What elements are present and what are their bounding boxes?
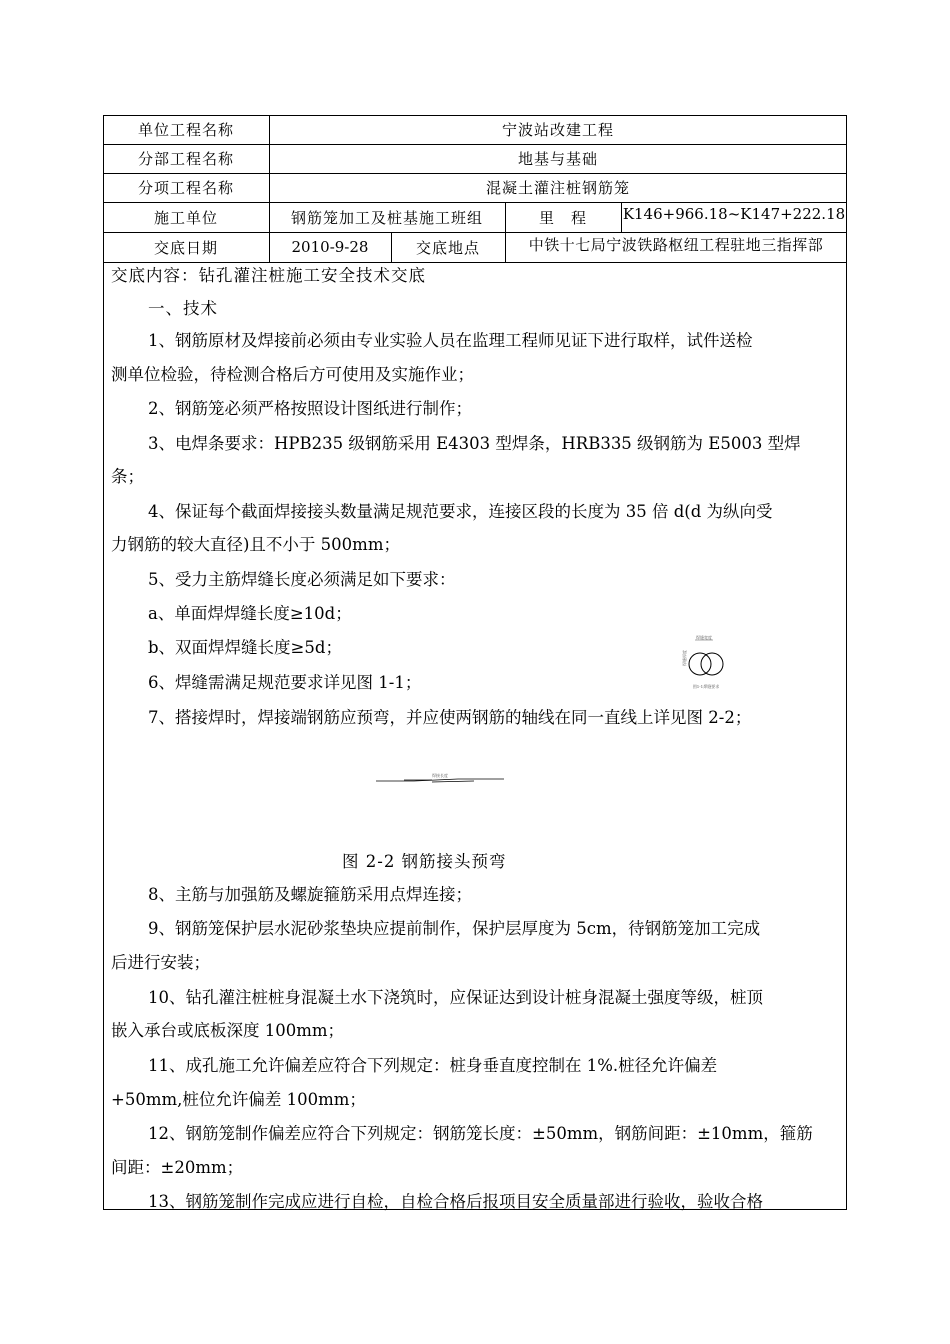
- unit-project-value: 宁波站改建工程: [501, 121, 614, 139]
- content-title: 交底内容：钻孔灌注桩施工安全技术交底: [111, 266, 426, 285]
- content-line: 11、成孔施工允许偏差应符合下列规定：桩身垂直度控制在 1%.桩径允许偏差: [148, 1056, 718, 1075]
- content-line: 4、保证每个截面焊接接头数量满足规范要求，连接区段的长度为 35 倍 d(d 为纵向受: [148, 502, 773, 521]
- rebar-prebend-figure: [374, 773, 506, 787]
- division-project-label: 分部工程名称: [137, 150, 234, 168]
- mileage-label: 里 程: [538, 208, 587, 227]
- handover-date-value: 2010-9-28: [291, 238, 369, 256]
- content-line: 测单位检验，待检测合格后方可使用及实施作业；: [111, 365, 474, 384]
- content-line: 6、焊缝需满足规范要求详见图 1-1；: [148, 673, 422, 692]
- content-line: 条；: [111, 467, 144, 486]
- figure-label: 焊接长度: [432, 773, 448, 778]
- mileage-value: K146+966.18~K147+222.18: [622, 205, 846, 223]
- figure-label: 焊缝厚度: [682, 650, 687, 666]
- content-line: 13、钢筋笼制作完成应进行自检，自检合格后报项目安全质量部进行验收，验收合格: [148, 1192, 763, 1211]
- content-line: a、单面焊焊缝长度≥10d；: [148, 604, 352, 623]
- figure-caption: 图 2-2 钢筋接头预弯: [342, 852, 507, 871]
- content-line: 2、钢筋笼必须严格按照设计图纸进行制作；: [148, 399, 472, 418]
- content-line: b、双面焊焊缝长度≥5d；: [148, 638, 342, 657]
- content-line: 8、主筋与加强筋及螺旋箍筋采用点焊连接；: [148, 885, 472, 904]
- figure-label: 焊缝宽度: [696, 635, 712, 640]
- content-line: 9、钢筋笼保护层水泥砂浆垫块应提前制作，保护层厚度为 5cm，待钢筋笼加工完成: [148, 919, 761, 938]
- content-line: 力钢筋的较大直径)且不小于 500mm；: [111, 535, 400, 554]
- construction-unit-value: 钢筋笼加工及桩基施工班组: [290, 208, 483, 227]
- figure-label: 图1-1焊缝要求: [692, 684, 720, 689]
- content-line: +50mm,桩位允许偏差 100mm；: [111, 1090, 366, 1109]
- content-line: 10、钻孔灌注桩桩身混凝土水下浇筑时，应保证达到设计桩身混凝土强度等级，桩顶: [148, 988, 763, 1007]
- content-line: 1、钢筋原材及焊接前必须由专业实验人员在监理工程师见证下进行取样，试件送检: [148, 331, 753, 350]
- unit-project-label: 单位工程名称: [137, 121, 234, 139]
- content-line: 12、钢筋笼制作偏差应符合下列规定：钢筋笼长度：±50mm，钢筋间距：±10mm，箍筋: [148, 1124, 813, 1143]
- construction-unit-label: 施工单位: [153, 208, 218, 227]
- content-line: 3、电焊条要求：HPB235 级钢筋采用 E4303 型焊条，HRB335 级钢筋为 E5003 型焊: [148, 434, 801, 453]
- content-line: 7、搭接焊时，焊接端钢筋应预弯，并应使两钢筋的轴线在同一直线上详见图 2-2；: [148, 708, 752, 727]
- content-line: 间距：±20mm；: [111, 1158, 244, 1177]
- content-line: 后进行安装；: [111, 953, 210, 972]
- handover-place-value: 中铁十七局宁波铁路枢纽工程驻地三指挥部: [528, 235, 824, 254]
- handover-date-label: 交底日期: [153, 238, 218, 257]
- subitem-project-label: 分项工程名称: [137, 179, 234, 197]
- content-line: 5、受力主筋焊缝长度必须满足如下要求：: [148, 570, 456, 589]
- weld-requirement-figure: [683, 634, 725, 692]
- division-project-value: 地基与基础: [517, 150, 598, 168]
- section-heading: 一、技术: [148, 299, 218, 318]
- handover-place-label: 交底地点: [415, 238, 480, 257]
- content-line: 嵌入承台或底板深度 100mm；: [111, 1021, 345, 1040]
- subitem-project-value: 混凝土灌注桩钢筋笼: [485, 179, 630, 197]
